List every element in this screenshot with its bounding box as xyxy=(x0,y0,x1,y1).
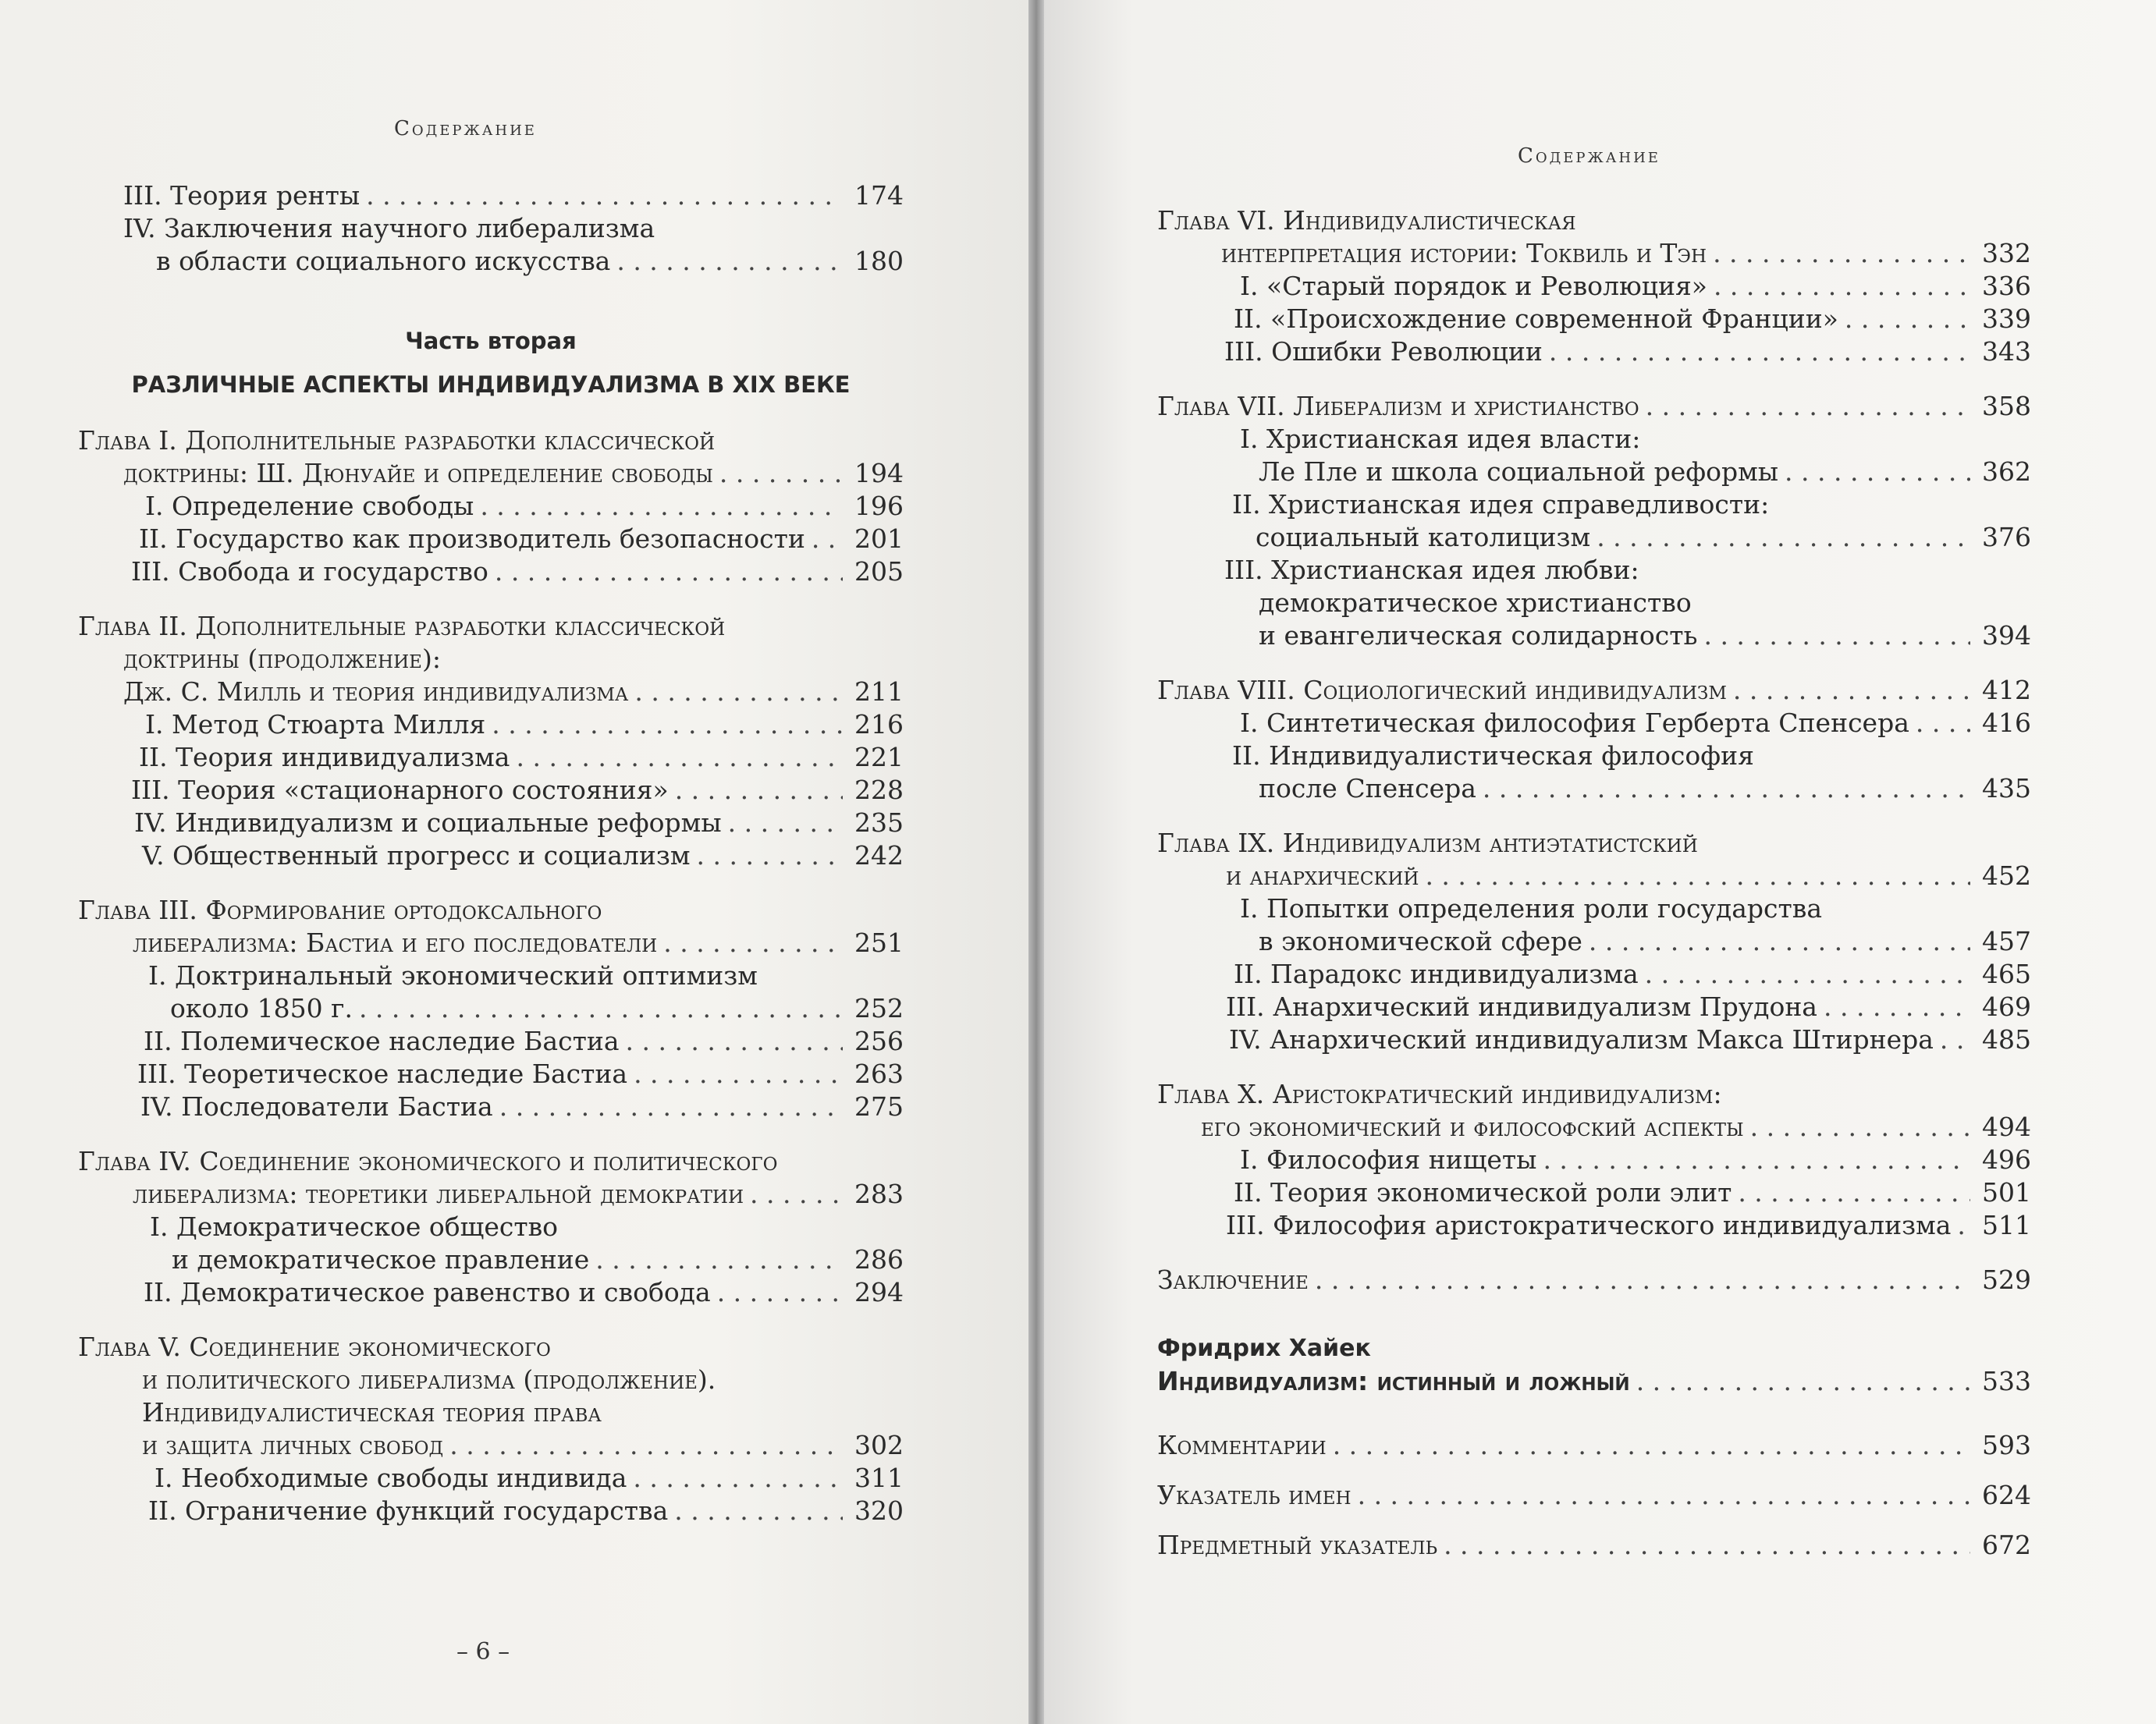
toc-entry: I. Метод Стюарта Милля . . . 216 xyxy=(78,708,904,741)
part-title: РАЗЛИЧНЫЕ АСПЕКТЫ ИНДИВИДУАЛИЗМА В XIX ВЕКЕ xyxy=(131,371,851,398)
toc-entry: III. Теоретическое наследие Бастиа . . . 263 xyxy=(78,1058,904,1091)
toc-entry: в экономической сфере . . . 457 xyxy=(1157,925,2031,958)
toc-entry: и евангелическая солидарность . . . 394 xyxy=(1157,619,2031,652)
running-head: Содержание xyxy=(394,117,537,140)
toc-entry-line: IV. Заключения научного либерализма xyxy=(123,213,655,243)
toc-entry: Ле Пле и школа социальной реформы . . . 362 xyxy=(1157,456,2031,488)
toc-entry: IV. Последователи Бастиа . . . 275 xyxy=(78,1091,904,1123)
chapter-heading: Глава X. Аристократический индивидуализм: xyxy=(1157,1079,1722,1109)
page-number: – 6 – xyxy=(456,1638,510,1665)
toc-entry: и защита личных свобод . . . 302 xyxy=(78,1429,904,1462)
right-page xyxy=(1044,0,2156,1724)
toc-entry-hayek: Индивидуализм: истинный и ложный . . . 533 xyxy=(1157,1365,2031,1398)
toc-entry: либерализма: теоретики либеральной демократии . . . 283 xyxy=(78,1178,904,1211)
toc-entry: либерализма: Бастиа и его последователи . . . 251 xyxy=(78,927,904,960)
toc-entry: I. Синтетическая философия Герберта Спенсера . . . 416 xyxy=(1157,707,2031,740)
toc-entry-conclusion: Заключение . . . 529 xyxy=(1157,1264,2031,1297)
toc-entry: около 1850 г. . . . 252 xyxy=(78,992,904,1025)
toc-right: Глава VI. Индивидуалистическая интерпретация истории: Токвиль и Тэн . . . 332 I. «Старый порядок и Революция» . . . 336 II. «Происхождение современной Франции» . . . 339 III. Ошибки Революции . . . 343 Глава VII. Либерализм и христианство . . . 358 I. Христианская идея власти: Ле Пле и школа социальной реформы . . . 362 II. Христианская идея справедливости: социальный католицизм . . . 376 III. Христианская идея любви: демократическое христианство и евангелическая солидарность . . . 394 Глава VIII. Социологический индивидуализм . . . 412 I. Синтетическая философия Герберта Спенсера . . . 416 II. Индивидуалистическая философия после Спенсера . . . 435 Глава IX. Индивидуализм антиэтатистский и анархический . . . 452 I. Попытки определения роли государства в экономической сфере . . . 457 II. Парадокс индивидуализма . . . 465 III. Анархический индивидуализм Прудона . . . 469 IV. Анархический индивидуализм Макса Штирнера . . . 485 Глава X. Аристократический индивидуализм: его экономический и философский аспекты . . . 494 I. Философия нищеты . . . 496 II. Теория экономической роли элит . . . 501 III. Философия аристократического индивидуализма . . . 511 Заключение . . . 529 Фридрих Хайек Индивидуализм: истинный и ложный . . . 533 Комментарии . . . 593 Указатель имен . . . 624 Предметный указатель . . . 672 xyxy=(1157,204,2031,1562)
toc-entry: и демократическое правление . . . 286 xyxy=(78,1243,904,1276)
toc-entry: II. Полемическое наследие Бастиа . . . 256 xyxy=(78,1025,904,1058)
toc-entry: III. Теория «стационарного состояния» . . . 228 xyxy=(78,774,904,807)
toc-entry: III. Свобода и государство . . . 205 xyxy=(78,555,904,588)
toc-entry: I. Определение свободы . . . 196 xyxy=(78,490,904,523)
toc-entry-comments: Комментарии . . . 593 xyxy=(1157,1429,2031,1462)
toc-entry: доктрины: Ш. Дюнуайе и определение свободы . . . 194 xyxy=(78,457,904,490)
toc-entry: III. Теория ренты . . . 174 xyxy=(78,179,904,212)
toc-entry: III. Анархический индивидуализм Прудона . . . 469 xyxy=(1157,991,2031,1023)
toc-entry: I. Философия нищеты . . . 496 xyxy=(1157,1144,2031,1176)
chapter-heading: Глава II. Дополнительные разработки классической xyxy=(78,611,726,641)
toc-entry: III. Ошибки Революции . . . 343 xyxy=(1157,335,2031,368)
toc-entry: после Спенсера . . . 435 xyxy=(1157,772,2031,805)
chapter-heading: Глава VI. Индивидуалистическая xyxy=(1157,205,1576,236)
toc-entry: II. Парадокс индивидуализма . . . 465 xyxy=(1157,958,2031,991)
chapter-heading: Глава III. Формирование ортодоксального xyxy=(78,895,602,925)
left-page xyxy=(0,0,1028,1724)
toc-entry: его экономический и философский аспекты . . . 494 xyxy=(1157,1111,2031,1144)
toc-entry: в области социального искусства . . . 180 xyxy=(78,245,904,278)
hayek-author: Фридрих Хайек xyxy=(1157,1335,1371,1362)
running-head: Содержание xyxy=(1518,144,1661,168)
toc-entry: социальный католицизм . . . 376 xyxy=(1157,521,2031,554)
toc-entry: I. Необходимые свободы индивида . . . 311 xyxy=(78,1462,904,1495)
toc-entry: IV. Анархический индивидуализм Макса Штирнера . . . 485 xyxy=(1157,1023,2031,1056)
part-label: Часть вторая xyxy=(405,328,577,354)
toc-entry: II. Теория индивидуализма . . . 221 xyxy=(78,741,904,774)
toc-entry-name-index: Указатель имен . . . 624 xyxy=(1157,1479,2031,1512)
toc-entry: II. Демократическое равенство и свобода . . . 294 xyxy=(78,1276,904,1309)
chapter-heading: Глава IX. Индивидуализм антиэтатистский xyxy=(1157,828,1698,858)
chapter-heading: Глава IV. Соединение экономического и политического xyxy=(78,1146,778,1176)
toc-entry: интерпретация истории: Токвиль и Тэн . . . 332 xyxy=(1157,237,2031,270)
toc-entry: I. «Старый порядок и Революция» . . . 336 xyxy=(1157,270,2031,303)
toc-entry: II. Ограничение функций государства . . . 320 xyxy=(78,1495,904,1527)
toc-entry: II. Государство как производитель безопасности . . . 201 xyxy=(78,523,904,555)
toc-entry: Глава VIII. Социологический индивидуализм . . . 412 xyxy=(1157,674,2031,707)
toc-entry: Дж. С. Милль и теория индивидуализма . . . 211 xyxy=(78,676,904,708)
chapter-heading: Глава I. Дополнительные разработки классической xyxy=(78,425,716,456)
toc-entry: III. Философия аристократического индивидуализма . . . 511 xyxy=(1157,1209,2031,1242)
toc-left: III. Теория ренты . . . 174 IV. Заключения научного либерализма в области социального искусства . . . 180 Часть вторая РАЗЛИЧНЫЕ АСПЕКТЫ ИНДИВИДУАЛИЗМА В XIX ВЕКЕ Глава I. Дополнительные разработки классической доктрины: Ш. Дюнуайе и определение свободы . . . 194 I. Определение свободы . . . 196 II. Государство как производитель безопасности . . . 201 III. Свобода и государство . . . 205 Глава II. Дополнительные разработки классической доктрины (продолжение): Дж. С. Милль и теория индивидуализма . . . 211 I. Метод Стюарта Милля . . . 216 II. Теория индивидуализма . . . 221 III. Теория «стационарного состояния» . . . 228 IV. Индивидуализм и социальные реформы . . . 235 V. Общественный прогресс и социализм . . . 242 Глава III. Формирование ортодоксального либерализма: Бастиа и его последователи . . . 251 I. Доктринальный экономический оптимизм около 1850 г. . . . 252 II. Полемическое наследие Бастиа . . . 256 III. Теоретическое наследие Бастиа . . . 263 IV. Последователи Бастиа . . . 275 Глава IV. Соединение экономического и политического либерализма: теоретики либеральной демократии . . . 283 I. Демократическое общество и демократическое правление . . . 286 II. Демократическое равенство и свобода . . . 294 Глава V. Соединение экономического и политического либерализма (продолжение). Индивидуалистическая теория права и защита личных свобод . . . 302 I. Необходимые свободы индивида . . . 311 II. Ограничение функций государства . . . 320 xyxy=(78,179,904,1527)
toc-entry: и анархический . . . 452 xyxy=(1157,860,2031,892)
toc-entry: V. Общественный прогресс и социализм . . . 242 xyxy=(78,839,904,872)
book-gutter xyxy=(1028,0,1044,1724)
toc-entry: Глава VII. Либерализм и христианство . . . 358 xyxy=(1157,390,2031,423)
toc-entry-subject-index: Предметный указатель . . . 672 xyxy=(1157,1529,2031,1562)
toc-entry: II. Теория экономической роли элит . . . 501 xyxy=(1157,1176,2031,1209)
toc-entry: IV. Индивидуализм и социальные реформы . . . 235 xyxy=(78,807,904,839)
toc-entry: II. «Происхождение современной Франции» . . . 339 xyxy=(1157,303,2031,335)
chapter-heading: Глава V. Соединение экономического xyxy=(78,1332,551,1362)
